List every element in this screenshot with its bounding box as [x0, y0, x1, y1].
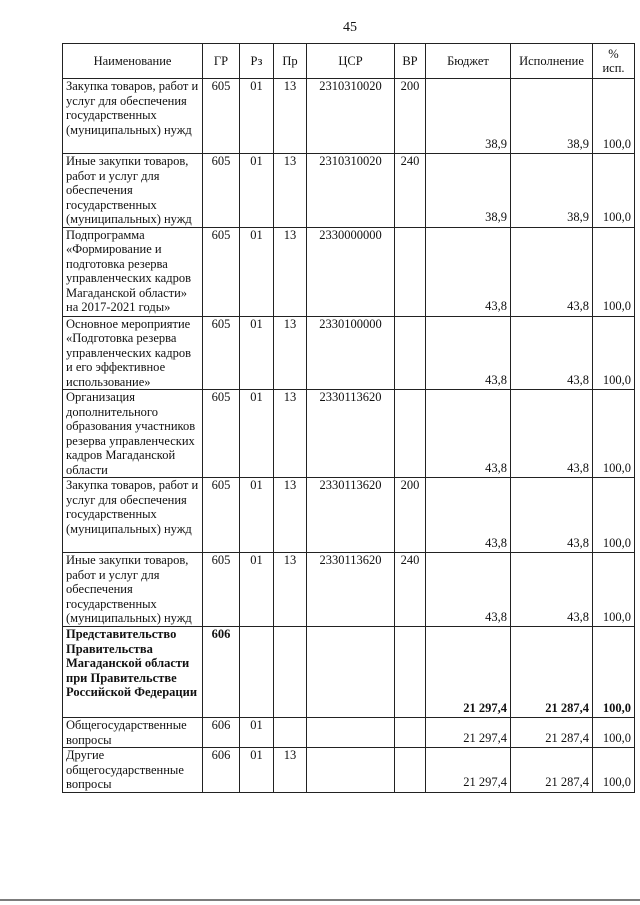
cell-name: Основное мероприятие «Подготовка резерва управленческих кадров и его эффективное использование»: [63, 316, 203, 390]
cell-execution: 38,9: [511, 79, 593, 154]
cell-name: Организация дополнительного образования участников резерва управленческих кадров Магаданской области: [63, 390, 203, 478]
header-name: Наименование: [63, 44, 203, 79]
cell-name: Закупка товаров, работ и услуг для обеспечения государственных (муниципальных) нужд: [63, 478, 203, 553]
cell-pr: 13: [274, 154, 307, 228]
cell-vr: 240: [395, 553, 426, 627]
table-row: [63, 478, 635, 553]
table-row: [63, 718, 635, 748]
cell-budget: 21 297,4: [426, 627, 511, 718]
header-pct-bottom: исп.: [602, 61, 625, 75]
cell-name: Иные закупки товаров, работ и услуг для обеспечения государственных (муниципальных) нужд: [63, 553, 203, 627]
cell-vr: [395, 227, 426, 316]
header-rz: Рз: [240, 44, 274, 79]
header-row: [63, 44, 635, 79]
cell-pr: 13: [274, 553, 307, 627]
cell-name: Закупка товаров, работ и услуг для обеспечения государственных (муниципальных) нужд: [63, 79, 203, 154]
cell-rz: 01: [240, 718, 274, 748]
cell-rz: 01: [240, 553, 274, 627]
cell-execution: 43,8: [511, 316, 593, 390]
cell-execution: 43,8: [511, 478, 593, 553]
header-csr: ЦСР: [307, 44, 395, 79]
cell-pct: 100,0: [593, 316, 635, 390]
budget-table: [62, 43, 635, 793]
table-row: [63, 79, 635, 154]
cell-budget: 43,8: [426, 553, 511, 627]
cell-rz: 01: [240, 748, 274, 793]
cell-pr: 13: [274, 79, 307, 154]
cell-csr: 2310310020: [307, 154, 395, 228]
cell-pct: 100,0: [593, 79, 635, 154]
cell-gr: 605: [203, 390, 240, 478]
cell-execution: 43,8: [511, 553, 593, 627]
cell-pr: [274, 627, 307, 718]
cell-vr: 240: [395, 154, 426, 228]
cell-vr: [395, 316, 426, 390]
cell-execution: 38,9: [511, 154, 593, 228]
cell-gr: 605: [203, 553, 240, 627]
cell-pct: 100,0: [593, 478, 635, 553]
cell-vr: [395, 718, 426, 748]
page-number: 45: [343, 20, 357, 35]
cell-budget: 43,8: [426, 390, 511, 478]
cell-gr: 606: [203, 627, 240, 718]
cell-budget: 21 297,4: [426, 718, 511, 748]
header-execution: Исполнение: [511, 44, 593, 79]
header-gr: ГР: [203, 44, 240, 79]
cell-budget: 43,8: [426, 227, 511, 316]
cell-csr: 2310310020: [307, 79, 395, 154]
cell-execution: 43,8: [511, 390, 593, 478]
cell-budget: 21 297,4: [426, 748, 511, 793]
table-row: [63, 553, 635, 627]
cell-name: Другие общегосударственные вопросы: [63, 748, 203, 793]
cell-budget: 38,9: [426, 154, 511, 228]
cell-csr: [307, 627, 395, 718]
cell-execution: 43,8: [511, 227, 593, 316]
table-row: [63, 316, 635, 390]
header-budget: Бюджет: [426, 44, 511, 79]
cell-pr: [274, 718, 307, 748]
cell-rz: 01: [240, 478, 274, 553]
cell-gr: 605: [203, 154, 240, 228]
cell-gr: 606: [203, 718, 240, 748]
cell-pct: 100,0: [593, 553, 635, 627]
cell-pct: 100,0: [593, 627, 635, 718]
cell-pr: 13: [274, 316, 307, 390]
cell-rz: [240, 627, 274, 718]
table-row: [63, 227, 635, 316]
cell-name: Общегосударственные вопросы: [63, 718, 203, 748]
cell-name: Представительство Правительства Магаданской области при Правительстве Российской Федерации: [63, 627, 203, 718]
cell-rz: 01: [240, 390, 274, 478]
cell-vr: [395, 627, 426, 718]
cell-vr: [395, 748, 426, 793]
cell-name: Иные закупки товаров, работ и услуг для обеспечения государственных (муниципальных) нужд: [63, 154, 203, 228]
cell-gr: 606: [203, 748, 240, 793]
cell-rz: 01: [240, 154, 274, 228]
cell-pr: 13: [274, 390, 307, 478]
cell-pct: 100,0: [593, 748, 635, 793]
cell-csr: 2330100000: [307, 316, 395, 390]
cell-rz: 01: [240, 227, 274, 316]
cell-pr: 13: [274, 748, 307, 793]
cell-csr: [307, 718, 395, 748]
cell-budget: 43,8: [426, 478, 511, 553]
table-row: [63, 390, 635, 478]
cell-execution: 21 287,4: [511, 718, 593, 748]
cell-pct: 100,0: [593, 390, 635, 478]
cell-gr: 605: [203, 79, 240, 154]
cell-execution: 21 287,4: [511, 627, 593, 718]
cell-name: Подпрограмма «Формирование и подготовка резерва управленческих кадров Магаданской области» на 2017-2021 годы»: [63, 227, 203, 316]
cell-pct: 100,0: [593, 718, 635, 748]
cell-vr: 200: [395, 79, 426, 154]
cell-csr: 2330113620: [307, 478, 395, 553]
table-row: [63, 748, 635, 793]
header-vr: ВР: [395, 44, 426, 79]
header-pr: Пр: [274, 44, 307, 79]
cell-csr: 2330113620: [307, 390, 395, 478]
table-row: [63, 154, 635, 228]
table-row: [63, 627, 635, 718]
cell-pct: 100,0: [593, 227, 635, 316]
cell-execution: 21 287,4: [511, 748, 593, 793]
cell-csr: 2330000000: [307, 227, 395, 316]
header-pct-top: %: [608, 46, 619, 61]
cell-pr: 13: [274, 227, 307, 316]
cell-csr: [307, 748, 395, 793]
cell-pct: 100,0: [593, 154, 635, 228]
cell-pr: 13: [274, 478, 307, 553]
cell-gr: 605: [203, 316, 240, 390]
cell-gr: 605: [203, 227, 240, 316]
header-pct: [593, 44, 635, 79]
cell-vr: 200: [395, 478, 426, 553]
cell-rz: 01: [240, 316, 274, 390]
cell-rz: 01: [240, 79, 274, 154]
cell-budget: 43,8: [426, 316, 511, 390]
cell-vr: [395, 390, 426, 478]
page-edge-line: [0, 899, 640, 901]
cell-csr: 2330113620: [307, 553, 395, 627]
cell-gr: 605: [203, 478, 240, 553]
cell-budget: 38,9: [426, 79, 511, 154]
